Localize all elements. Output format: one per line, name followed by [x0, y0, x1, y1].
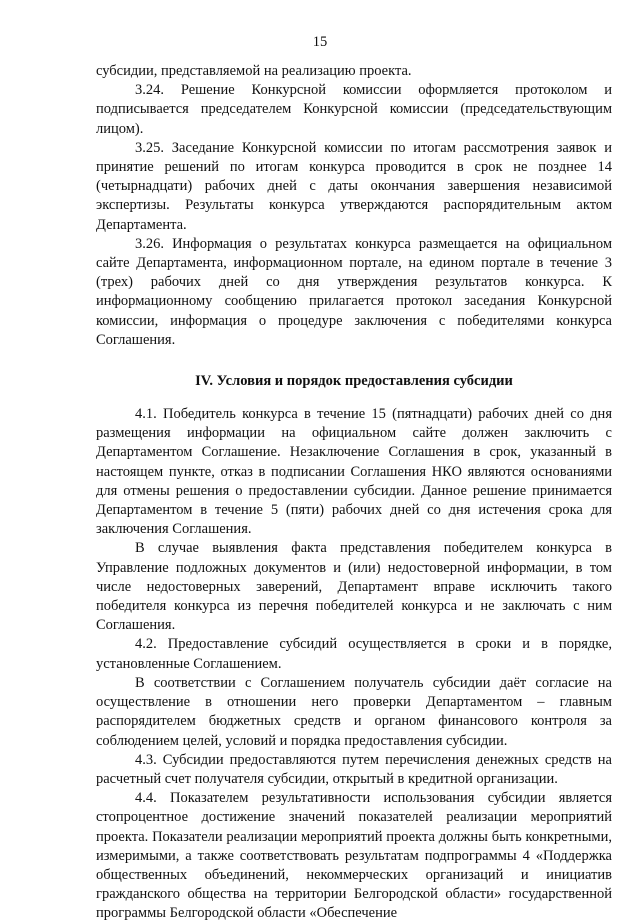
- paragraph-continuation: субсидии, представляемой на реализацию проекта.: [96, 63, 412, 79]
- page-number: 15: [312, 34, 328, 50]
- paragraph-3-26: 3.26. Информация о результатах конкурса размещается на официальном сайте Департамента, информационном портале, на едином портале в течение 3 (трех) рабочих дней со дня утверждения результатов конкурса. К информационному сообщению прилагается протокол заседания Конкурсной комиссии, информация о процедуре заключения с победителями конкурса Соглашения.: [96, 235, 612, 348]
- paragraph-3-25: 3.25. Заседание Конкурсной комиссии по итогам рассмотрения заявок и принятие решений по итогам конкурса проводится в срок не позднее 14 (четырнадцати) рабочих дней с даты окончания завершения независимой экспертизы. Результаты конкурса утверждаются распорядительным актом Департамента.: [96, 139, 612, 233]
- paragraph-4-2: 4.2. Предоставление субсидий осуществляется в сроки и в порядке, установленные Соглашением.: [96, 636, 612, 672]
- paragraph-4-1: 4.1. Победитель конкурса в течение 15 (пятнадцати) рабочих дней со дня размещения информации на официальном сайте должен заключить с Департаментом Соглашение. Незаключение Соглашения в срок, указанный в настоящем пункте, отказ в подписании Соглашения НКО являются основаниями для отмены решения о предоставлении субсидии. Данное решение принимается Департаментом в течение 5 (пяти) рабочих дней со дня истечения срока для заключения Соглашения.: [96, 406, 612, 538]
- paragraph-3-24: 3.24. Решение Конкурсной комиссии оформляется протоколом и подписывается председателем Конкурсной комиссии (председательствующим лицом).: [96, 82, 612, 137]
- section-title: IV. Условия и порядок предоставления субсидии: [195, 373, 513, 390]
- paragraph-4-2-consent: В соответствии с Соглашением получатель субсидии даёт согласие на осуществление в отношении него проверки Департаментом – главным распорядителем бюджетных средств и органом финансового контроля за соблюдением целей, условий и порядка предоставления субсидии.: [96, 674, 612, 749]
- paragraph-4-1-exclusion: В случае выявления факта представления победителем конкурса в Управление подложных документов и (или) недостоверной информации, в том числе недостоверных заверений, Департамент вправе исключить такого победителя конкурса из перечня победителей конкурса и не заключать с ним Соглашения.: [96, 540, 612, 634]
- paragraph-4-4: 4.4. Показателем результативности использования субсидии является стопроцентное достижение значений показателей реализации мероприятий проекта. Показатели реализации мероприятий проекта должны быть конкретными, измеримыми, а также соответствовать результатам подпрограммы 4 «Поддержка общественных объединений, некоммерческих организаций и инициатив гражданского общества на территории Белгородской области» государственной программы Белгородской области «Обеспечение: [96, 790, 612, 922]
- paragraph-4-3: 4.3. Субсидии предоставляются путем перечисления денежных средств на расчетный счет получателя субсидии, открытый в кредитной организации.: [96, 751, 612, 787]
- document-body: [96, 62, 612, 924]
